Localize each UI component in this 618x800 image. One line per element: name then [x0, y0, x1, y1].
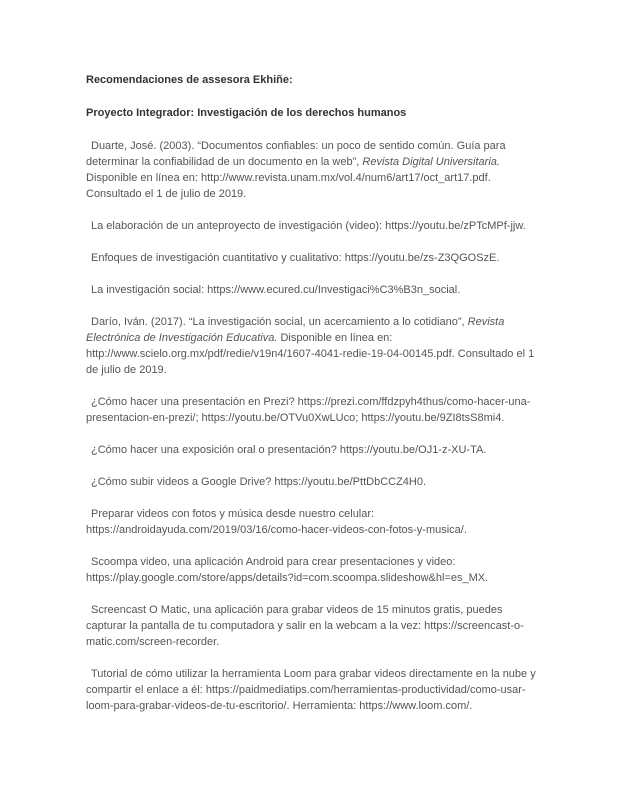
document-title: Recomendaciones de assesora Ekhiñe:	[86, 74, 293, 86]
reference-item	[86, 554, 536, 586]
reference-item	[86, 506, 536, 538]
reference-text: Duarte, José. (2003). “Documentos confiables: un poco de sentido común. Guía para determinar la confiabilidad de un documento en la web”,	[86, 140, 506, 168]
reference-text-after: Disponible en línea en: http://www.scielo.org.mx/pdf/redie/v19n4/1607-4041-redie-19-04-00145.pdf. Consultado el 1 de julio de 2019.	[86, 332, 535, 376]
reference-text: La elaboración de un anteproyecto de investigación (video): https://youtu.be/zPTcMPf-jjw.	[91, 220, 526, 232]
reference-text: ¿Cómo hacer una exposición oral o presentación? https://youtu.be/OJ1-z-XU-TA.	[91, 444, 487, 456]
reference-item	[86, 666, 536, 714]
reference-item	[86, 474, 536, 490]
reference-text-after: Disponible en línea en: http://www.revista.unam.mx/vol.4/num6/art17/oct_art17.pdf. Consultado el 1 de julio de 2019.	[86, 172, 491, 200]
reference-italic: Revista Digital Universitaria.	[362, 156, 500, 168]
reference-list	[86, 138, 536, 714]
reference-item	[86, 394, 536, 426]
reference-text: Preparar videos con fotos y música desde nuestro celular: https://androidayuda.com/2019/03/16/como-hacer-videos-con-fotos-y-musica/.	[86, 508, 467, 536]
reference-item	[86, 282, 536, 298]
reference-item	[86, 442, 536, 458]
reference-item	[86, 602, 536, 650]
reference-text: Scoompa video, una aplicación Android para crear presentaciones y video: https://play.google.com/store/apps/details?id=com.scoompa.slideshow&hl=es_MX.	[86, 556, 489, 584]
reference-item	[86, 138, 536, 202]
reference-text: Darío, Iván. (2017). “La investigación social, un acercamiento a lo cotidiano”,	[91, 316, 468, 328]
reference-item	[86, 250, 536, 266]
reference-text: Tutorial de cómo utilizar la herramienta Loom para grabar videos directamente en la nube y compartir el enlace a él: https://paidmediatips.com/herramientas-productividad/como-usar-loom-para-grabar-videos-de-tu-escritorio/. Herramienta: https://www.loom.com/.	[86, 668, 536, 712]
reference-text: Enfoques de investigación cuantitativo y cualitativo: https://youtu.be/zs-Z3QGOSzE.	[91, 252, 500, 264]
document-subtitle: Proyecto Integrador: Investigación de los derechos humanos	[86, 107, 407, 119]
reference-text: Screencast O Matic, una aplicación para grabar videos de 15 minutos gratis, puedes capturar la pantalla de tu computadora y salir en la webcam a la vez: https://screencast-o-matic.com/screen-recorder.	[86, 604, 524, 648]
reference-text: ¿Cómo subir videos a Google Drive? https://youtu.be/PttDbCCZ4H0.	[91, 476, 427, 488]
reference-text: La investigación social: https://www.ecured.cu/Investigaci%C3%B3n_social.	[91, 284, 461, 296]
reference-item	[86, 218, 536, 234]
reference-text: ¿Cómo hacer una presentación en Prezi? https://prezi.com/ffdzpyh4thus/como-hacer-una-presentacion-en-prezi/; https://youtu.be/OTVu0XwLUco; https://youtu.be/9ZI8tsS8mi4.	[86, 396, 531, 424]
reference-item	[86, 314, 536, 378]
reference-italic: Revista Electrónica de Investigación Educativa.	[86, 316, 505, 344]
document-page	[86, 72, 536, 730]
